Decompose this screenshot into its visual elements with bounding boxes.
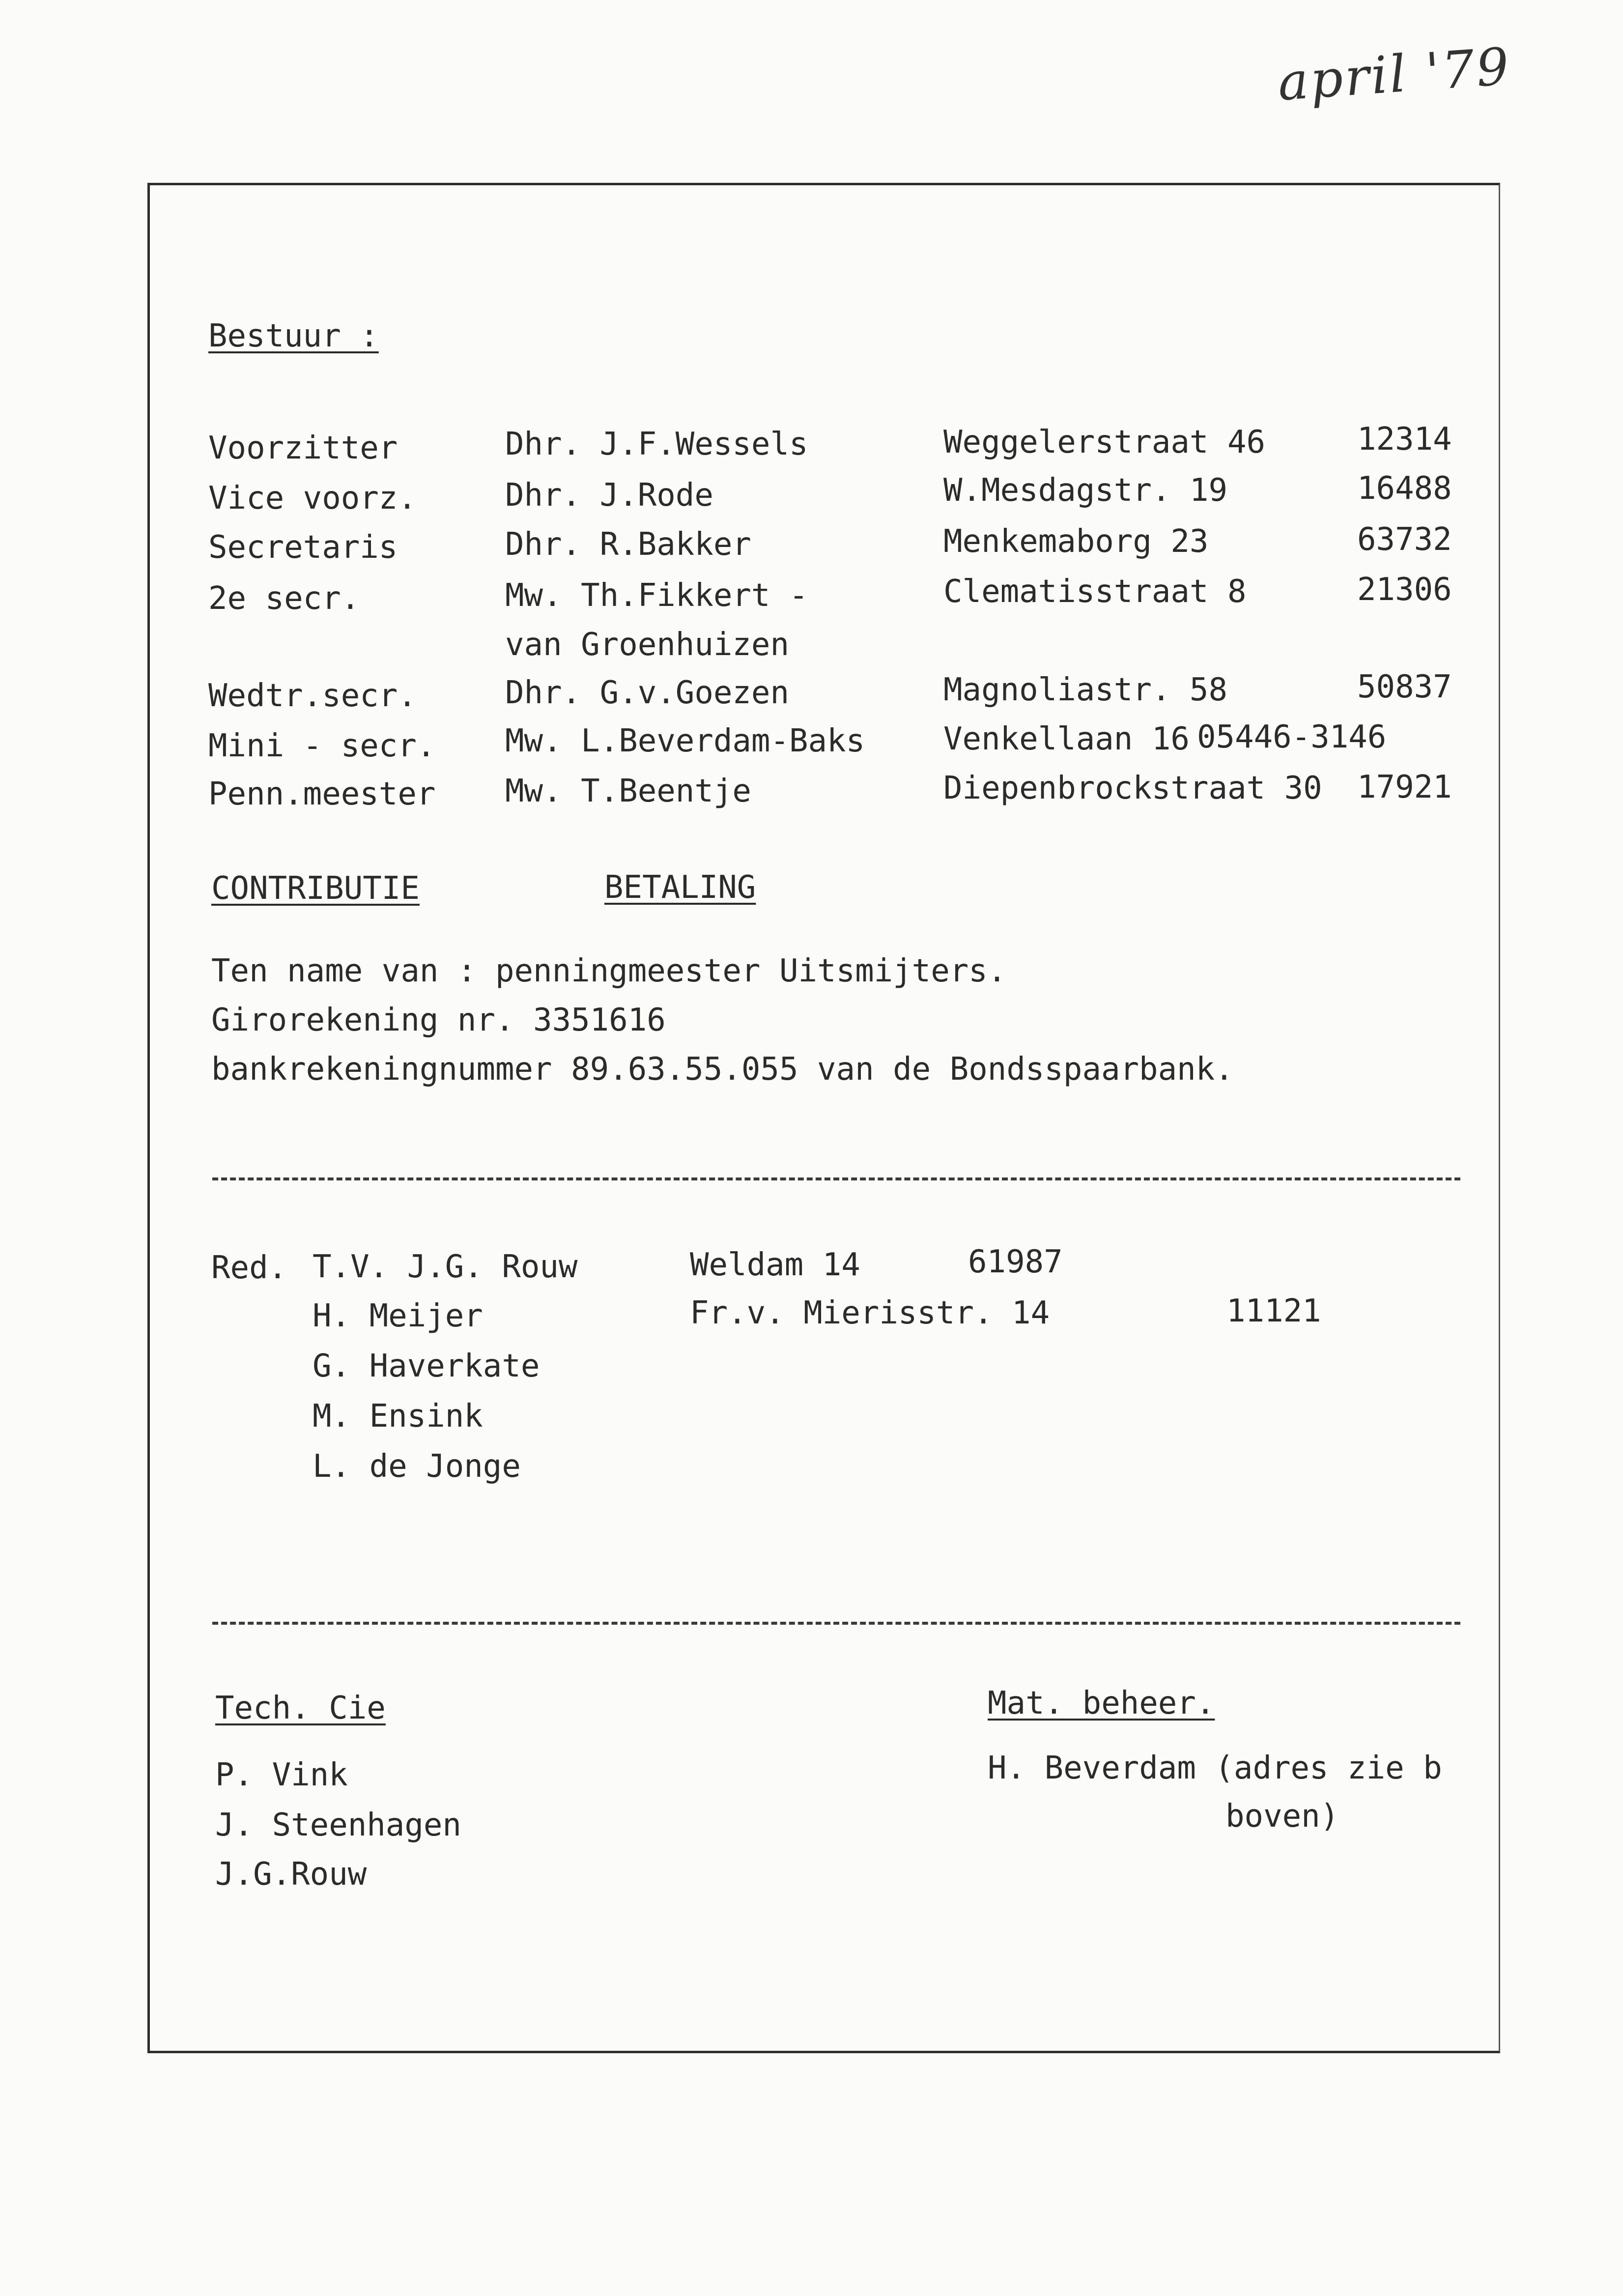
role: Voorzitter bbox=[208, 430, 398, 466]
role: Wedtr.secr. bbox=[208, 678, 417, 714]
dashed-divider bbox=[212, 1177, 1460, 1180]
name: Dhr. G.v.Goezen bbox=[505, 675, 789, 711]
tech-cie-member: P. Vink bbox=[215, 1757, 348, 1793]
address: Diepenbrockstraat 30 bbox=[943, 770, 1322, 806]
name: van Groenhuizen bbox=[505, 627, 789, 663]
address: W.Mesdagstr. 19 bbox=[943, 472, 1227, 509]
name: Dhr. J.Rode bbox=[505, 477, 713, 514]
address: Venkellaan 16 bbox=[943, 721, 1190, 757]
phone: 12314 bbox=[1357, 421, 1452, 458]
redactie-name: T.V. J.G. Rouw bbox=[313, 1249, 578, 1285]
redactie-name: L. de Jonge bbox=[313, 1448, 521, 1485]
address: Clematisstraat 8 bbox=[943, 574, 1247, 610]
mat-beheer-line: boven) bbox=[1225, 1798, 1339, 1835]
mat-beheer-heading: Mat. beheer. bbox=[988, 1685, 1215, 1722]
name: Mw. T.Beentje bbox=[505, 773, 751, 809]
contributie-heading: CONTRIBUTIE bbox=[211, 870, 420, 907]
redactie-address: Weldam 14 bbox=[690, 1247, 860, 1283]
contributie-line: Ten name van : penningmeester Uitsmijters. bbox=[211, 953, 1007, 989]
role: Mini - secr. bbox=[208, 728, 436, 764]
name: Mw. Th.Fikkert - bbox=[505, 577, 808, 614]
address: Menkemaborg 23 bbox=[943, 523, 1209, 560]
contributie-line: bankrekeningnummer 89.63.55.055 van de Bondsspaarbank. bbox=[211, 1051, 1234, 1088]
phone: 21306 bbox=[1357, 572, 1452, 608]
bestuur-heading: Bestuur : bbox=[208, 318, 379, 354]
redactie-phone: 11121 bbox=[1226, 1293, 1321, 1329]
redactie-label: Red. bbox=[211, 1250, 287, 1286]
phone: 16488 bbox=[1357, 470, 1452, 507]
redactie-name: M. Ensink bbox=[313, 1398, 483, 1435]
contributie-line: Girorekening nr. 3351616 bbox=[211, 1002, 666, 1038]
tech-cie-member: J. Steenhagen bbox=[215, 1807, 461, 1843]
redactie-address: Fr.v. Mierisstr. 14 bbox=[690, 1295, 1050, 1331]
mat-beheer-line: H. Beverdam (adres zie b bbox=[988, 1750, 1442, 1786]
handwritten-date: april '79 bbox=[1276, 36, 1513, 113]
role: Vice voorz. bbox=[208, 480, 417, 517]
redactie-phone: 61987 bbox=[968, 1244, 1063, 1280]
redactie-name: G. Haverkate bbox=[313, 1348, 540, 1384]
name: Dhr. R.Bakker bbox=[505, 526, 751, 563]
role: 2e secr. bbox=[208, 580, 360, 617]
betaling-heading: BETALING bbox=[604, 869, 756, 906]
name: Mw. L.Beverdam-Baks bbox=[505, 723, 865, 759]
role: Penn.meester bbox=[208, 776, 436, 812]
phone: 05446-3146 bbox=[1197, 719, 1387, 755]
phone: 50837 bbox=[1357, 669, 1452, 705]
phone: 17921 bbox=[1357, 769, 1452, 805]
name: Dhr. J.F.Wessels bbox=[505, 426, 808, 462]
tech-cie-member: J.G.Rouw bbox=[215, 1856, 367, 1893]
address: Magnoliastr. 58 bbox=[943, 672, 1227, 708]
dashed-divider bbox=[212, 1622, 1460, 1625]
redactie-name: H. Meijer bbox=[313, 1298, 483, 1334]
address: Weggelerstraat 46 bbox=[943, 424, 1266, 460]
tech-cie-heading: Tech. Cie bbox=[215, 1690, 386, 1726]
phone: 63732 bbox=[1357, 521, 1452, 558]
role: Secretaris bbox=[208, 529, 398, 566]
